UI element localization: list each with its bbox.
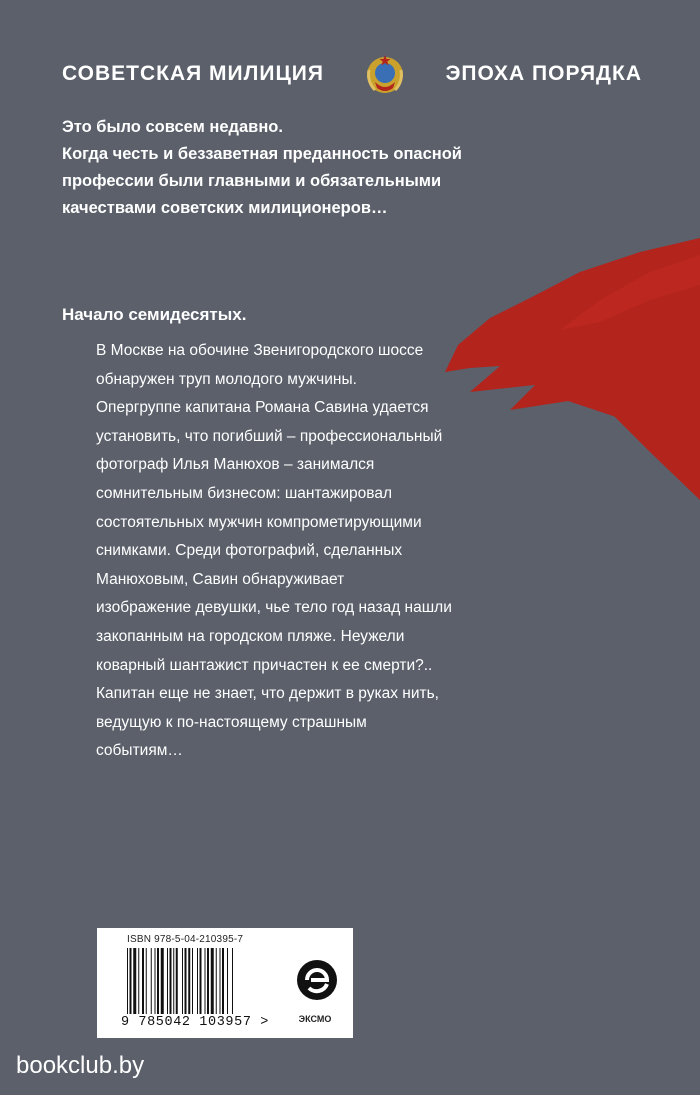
synopsis-text: В Москве на обочине Звенигородского шоссе обнаружен труп молодого мужчины. Опергруппе капитана Романа Савина удается установить, что погибший – профессиональный фотограф Илья Манюхов – занимался сомнительным бизнесом: шантажировал состоятельных мужчин компрометирующими снимками. Среди фотографий, сделанных Манюховым, Савин обнаруживает изображение девушки, чье тело год назад нашли закопанным на городском пляже. Неужели коварный шантажист причастен к ее смерти?.. Капитан еще не знает, что держит в руках нить, ведущую к по-настоящему страшным событиям… [96,342,452,760]
isbn-label: ISBN 978-5-04-210395-7 [127,934,244,945]
synopsis-heading: Начало семидесятых. [62,305,247,324]
soviet-emblem-icon [363,52,407,96]
barcode-bars [127,948,273,1014]
series-title-left: СОВЕТСКАЯ МИЛИЦИЯ [62,62,324,85]
intro-text: Это было совсем недавно. Когда честь и беззаветная преданность опасной профессии были главными и обязательными качествами советских милиционеров… [62,118,462,217]
barcode-number: 9 785042 103957 > [121,1015,269,1030]
series-header [62,52,642,96]
source-watermark: bookclub.by [16,1052,145,1079]
barcode-panel [97,928,353,1038]
series-title-right: ЭПОХА ПОРЯДКА [445,62,642,85]
publisher-name: ЭКСМО [298,1014,332,1024]
